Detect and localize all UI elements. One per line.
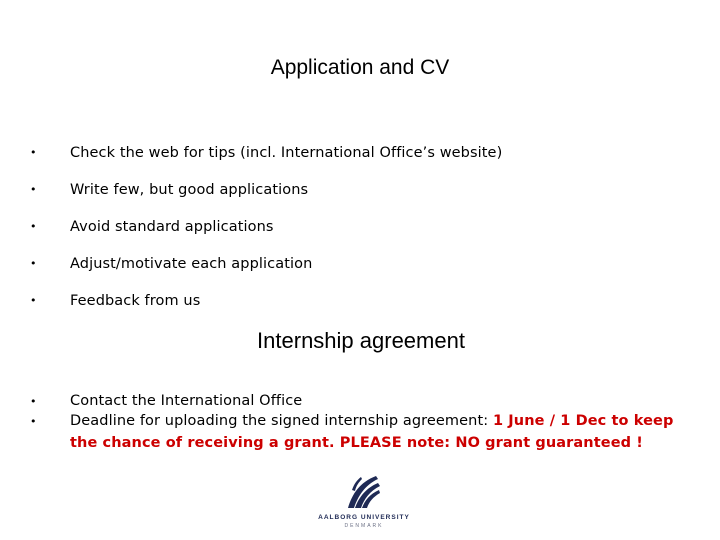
bullet-icon: • (30, 183, 37, 196)
list-item (0, 291, 720, 328)
university-logo (318, 472, 410, 528)
section-title-internship: Internship agreement (257, 328, 465, 353)
list-item-text: Check the web for tips (incl. International Office’s website) (70, 145, 503, 161)
bullet-icon: • (30, 294, 37, 307)
bullet-icon: • (30, 257, 37, 270)
logo-icon (318, 472, 410, 512)
list-item (0, 254, 720, 291)
list-item-text: Adjust/motivate each application (70, 256, 313, 272)
deadline-highlight: 1 June / 1 Dec to keep the chance of receiving a grant. PLEASE note: NO grant guaranteed ! (70, 413, 674, 451)
list-item (0, 217, 720, 254)
list-item-text: Avoid standard applications (70, 219, 274, 235)
list-item (0, 392, 720, 412)
logo-wordmark: AALBORG UNIVERSITY (318, 514, 410, 521)
list-item-text: Write few, but good applications (70, 182, 309, 198)
list-item-text: Contact the International Office (70, 393, 303, 409)
list-item (0, 143, 720, 180)
bullet-icon: • (30, 146, 37, 159)
list-item-text: Feedback from us (70, 293, 201, 309)
bullet-icon: • (30, 220, 37, 233)
deadline-text (70, 410, 690, 454)
list-item (0, 412, 720, 456)
deadline-lead: Deadline for uploading the signed internship agreement: (70, 413, 493, 429)
application-tips-list (0, 143, 720, 328)
list-item (0, 180, 720, 217)
logo-subtitle: DENMARK (344, 523, 384, 529)
section-title-application: Application and CV (270, 56, 450, 79)
bullet-icon: • (30, 415, 37, 428)
bullet-icon: • (30, 395, 37, 408)
internship-agreement-list (0, 392, 720, 456)
